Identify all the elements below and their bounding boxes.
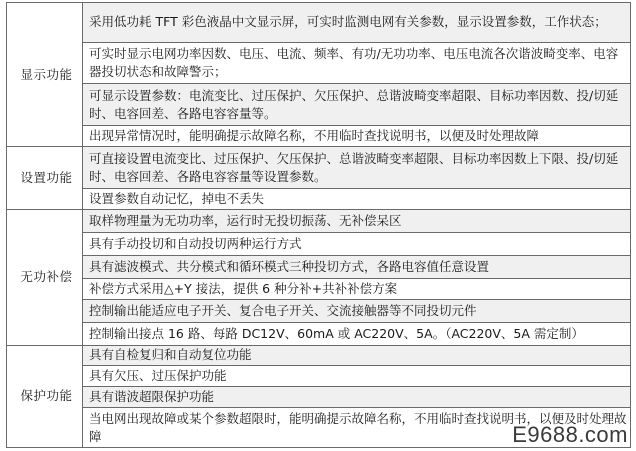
spec-cell: 具有滤波模式、共分模式和循环模式三种投切方式，各路电容值任意设置 bbox=[83, 255, 631, 278]
table-row bbox=[7, 188, 631, 209]
spec-cell: 具有谐波超限保护功能 bbox=[83, 387, 631, 408]
table-row bbox=[7, 232, 631, 255]
spec-cell: 可直接设置电流变比、过压保护、欠压保护、总谐波畸变率超限、目标功率因数上下限、投/切延时、电容回差、各路电容容量等设置参数。 bbox=[83, 147, 631, 189]
table-row bbox=[7, 42, 631, 84]
spec-table bbox=[6, 2, 631, 448]
table-row bbox=[7, 255, 631, 278]
spec-cell: 补偿方式采用△+Y 接法，提供 6 种分补+共补补偿方案 bbox=[83, 278, 631, 299]
spec-cell: 控制输出能适应电子开关、复合电子开关、交流接触器等不同投切元件 bbox=[83, 299, 631, 322]
spec-cell: 取样物理量为无功功率，运行时无投切振荡、无补偿呆区 bbox=[83, 209, 631, 232]
category-display: 显示功能 bbox=[7, 3, 83, 147]
spec-cell: 可显示设置参数：电流变比、过压保护、欠压保护、总谐波畸变率超限、目标功率因数、投/切延时、电容回差、各路电容容量等。 bbox=[83, 84, 631, 126]
category-protection: 保护功能 bbox=[7, 345, 83, 447]
table-row bbox=[7, 278, 631, 299]
watermark-text: E9688.com bbox=[512, 422, 628, 447]
category-compensation: 无功补偿 bbox=[7, 209, 83, 345]
spec-cell: 控制输出接点 16 路、每路 DC12V、60mA 或 AC220V、5A。（AC220V、5A 需定制） bbox=[83, 322, 631, 345]
spec-cell: 具有欠压、过压保护功能 bbox=[83, 366, 631, 387]
category-settings: 设置功能 bbox=[7, 147, 83, 210]
spec-cell: 具有手动投切和自动投切两种运行方式 bbox=[83, 232, 631, 255]
table-row bbox=[7, 3, 631, 43]
spec-cell: 可实时显示电网功率因数、电压、电流、频率、有功/无功功率、电压电流各次谐波畸变率、电容器投切状态和故障警示； bbox=[83, 42, 631, 84]
table-row bbox=[7, 366, 631, 387]
spec-cell: 采用低功耗 TFT 彩色液晶中文显示屏，可实时监测电网有关参数，显示设置参数，工作状态； bbox=[83, 3, 631, 43]
spec-cell: 设置参数自动记忆，掉电不丢失 bbox=[83, 188, 631, 209]
table-row bbox=[7, 126, 631, 147]
table-row bbox=[7, 84, 631, 126]
spec-cell: 当电网出现故障或某个参数超限时，能明确提示故障名称，不用临时查找说明书，以便及时处理故障 bbox=[83, 408, 631, 448]
table-row bbox=[7, 209, 631, 232]
spec-cell: 出现异常情况时，能明确提示故障名称，不用临时查找说明书，以便及时处理故障 bbox=[83, 126, 631, 147]
table-row bbox=[7, 345, 631, 366]
spec-cell: 具有自检复归和自动复位功能 bbox=[83, 345, 631, 366]
table-row bbox=[7, 322, 631, 345]
table-row bbox=[7, 299, 631, 322]
table-row bbox=[7, 147, 631, 189]
table-row bbox=[7, 387, 631, 408]
